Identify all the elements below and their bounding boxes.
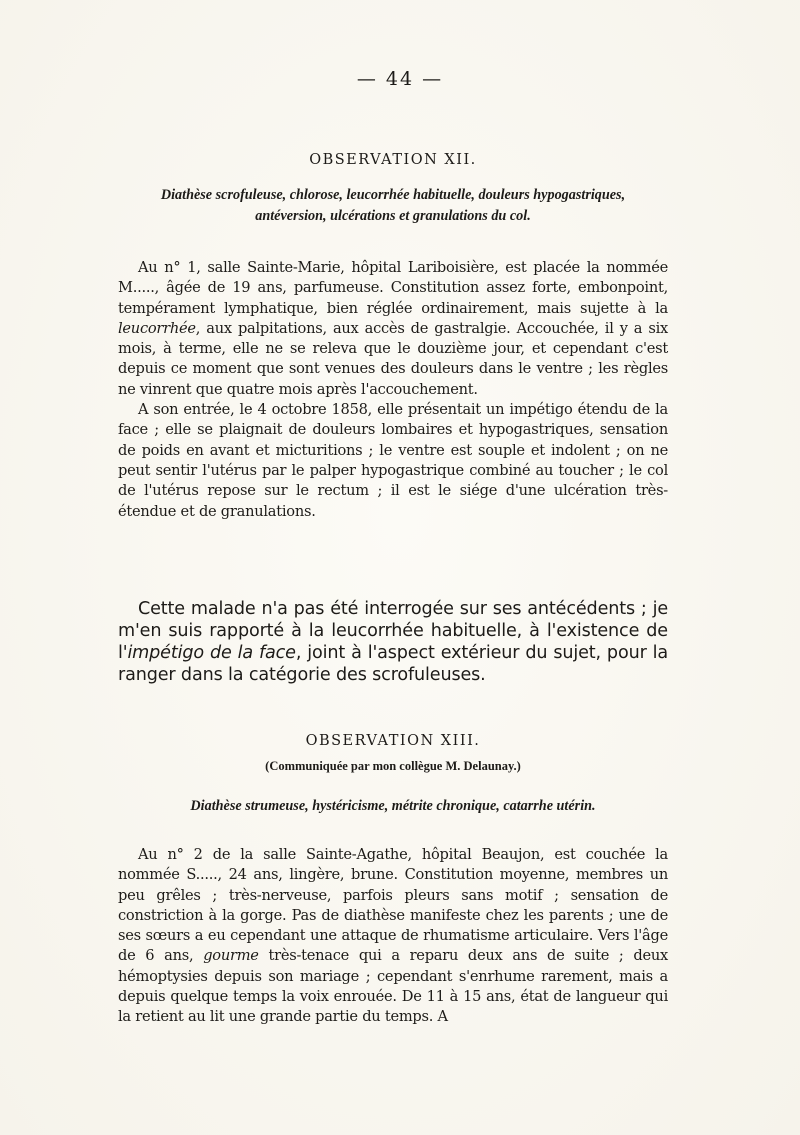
observation-12-body bbox=[118, 258, 668, 522]
observation-13-note: (Communiquée par mon collègue M. Delaunay.) bbox=[265, 759, 521, 773]
paragraph-text: Au n° 2 de la salle Sainte-Agathe, hôpital Beaujon, est couchée la nommée S....., 24 ans, lingère, brune. Constitution moyenne, membres un peu grêles ; très-nerveuse, parfois pleurs sans motif ; sensation de constriction à la gorge. Pas de diathèse manifeste chez les parents ; une de ses sœurs a eu cependant une attaque de rhumatisme articulaire. Vers l'âge de 6 ans, bbox=[118, 846, 668, 965]
paragraph-text: , joint à l'aspect extérieur du sujet, pour la ranger dans la catégorie des scrofuleuses. bbox=[118, 643, 668, 685]
observation-12-paragraph-1 bbox=[118, 258, 668, 400]
observation-12-commentary bbox=[118, 598, 668, 686]
observation-13-title: OBSERVATION XIII. bbox=[305, 733, 481, 749]
paragraph-text: , aux palpitations, aux accès de gastralgie. Accouchée, il y a six mois, à terme, elle ne se releva que le douzième jour, et cependant c'est depuis ce moment que sont venues des douleurs dans le ventre ; les règles ne vinrent que quatre mois après l'accouchement. bbox=[118, 319, 668, 398]
page-number: — 44 — bbox=[356, 68, 444, 90]
emphasis-text: gourme bbox=[203, 947, 259, 965]
observation-12-diagnosis-line2: antéversion, ulcérations et granulations du col. bbox=[255, 208, 531, 224]
observation-12 bbox=[118, 152, 668, 227]
observation-13-body bbox=[118, 845, 668, 1028]
observation-13-diagnosis: Diathèse strumeuse, hystéricisme, métrite chronique, catarrhe utérin. bbox=[190, 798, 596, 814]
paragraph-text: Cette malade n'a pas été interrogée sur ses antécédents ; je m'en suis rapporté à la leucorrhée habituelle, à l'existence de l' bbox=[118, 599, 668, 663]
observation-13-paragraph-1 bbox=[118, 845, 668, 1028]
observation-13 bbox=[118, 733, 668, 817]
emphasis-text: leucorrhée bbox=[118, 319, 196, 337]
observation-12-title: OBSERVATION XII. bbox=[309, 152, 477, 168]
observation-12-diagnosis-line1: Diathèse scrofuleuse, chlorose, leucorrhée habituelle, douleurs hypogastriques, bbox=[160, 187, 626, 203]
emphasis-text: impétigo de la face bbox=[127, 643, 296, 663]
commentary-paragraph bbox=[118, 598, 668, 686]
paragraph-text: Au n° 1, salle Sainte-Marie, hôpital Lariboisière, est placée la nommée M....., âgée de 19 ans, parfumeuse. Constitution assez forte, embonpoint, tempérament lymphatique, bien réglée ordinairement, mais sujette à la bbox=[118, 259, 668, 317]
paragraph-text: très-tenace qui a reparu deux ans de suite ; deux hémoptysies depuis son mariage ; cependant s'enrhume rarement, mais a depuis quelque temps la voix enrouée. De 11 à 15 ans, état de langueur qui la retient au lit une grande partie du temps. A bbox=[118, 947, 668, 1026]
observation-12-paragraph-2: A son entrée, le 4 octobre 1858, elle présentait un impétigo étendu de la face ; elle se plaignait de douleurs lombaires et hypogastriques, sensation de poids en avant et micturitions ; le ventre est souple et indolent ; on ne peut sentir l'utérus par le palper hypogastrique combiné au toucher ; le col de l'utérus repose sur le rectum ; il est le siége d'une ulcération très-étendue et de granulations. bbox=[118, 401, 668, 520]
